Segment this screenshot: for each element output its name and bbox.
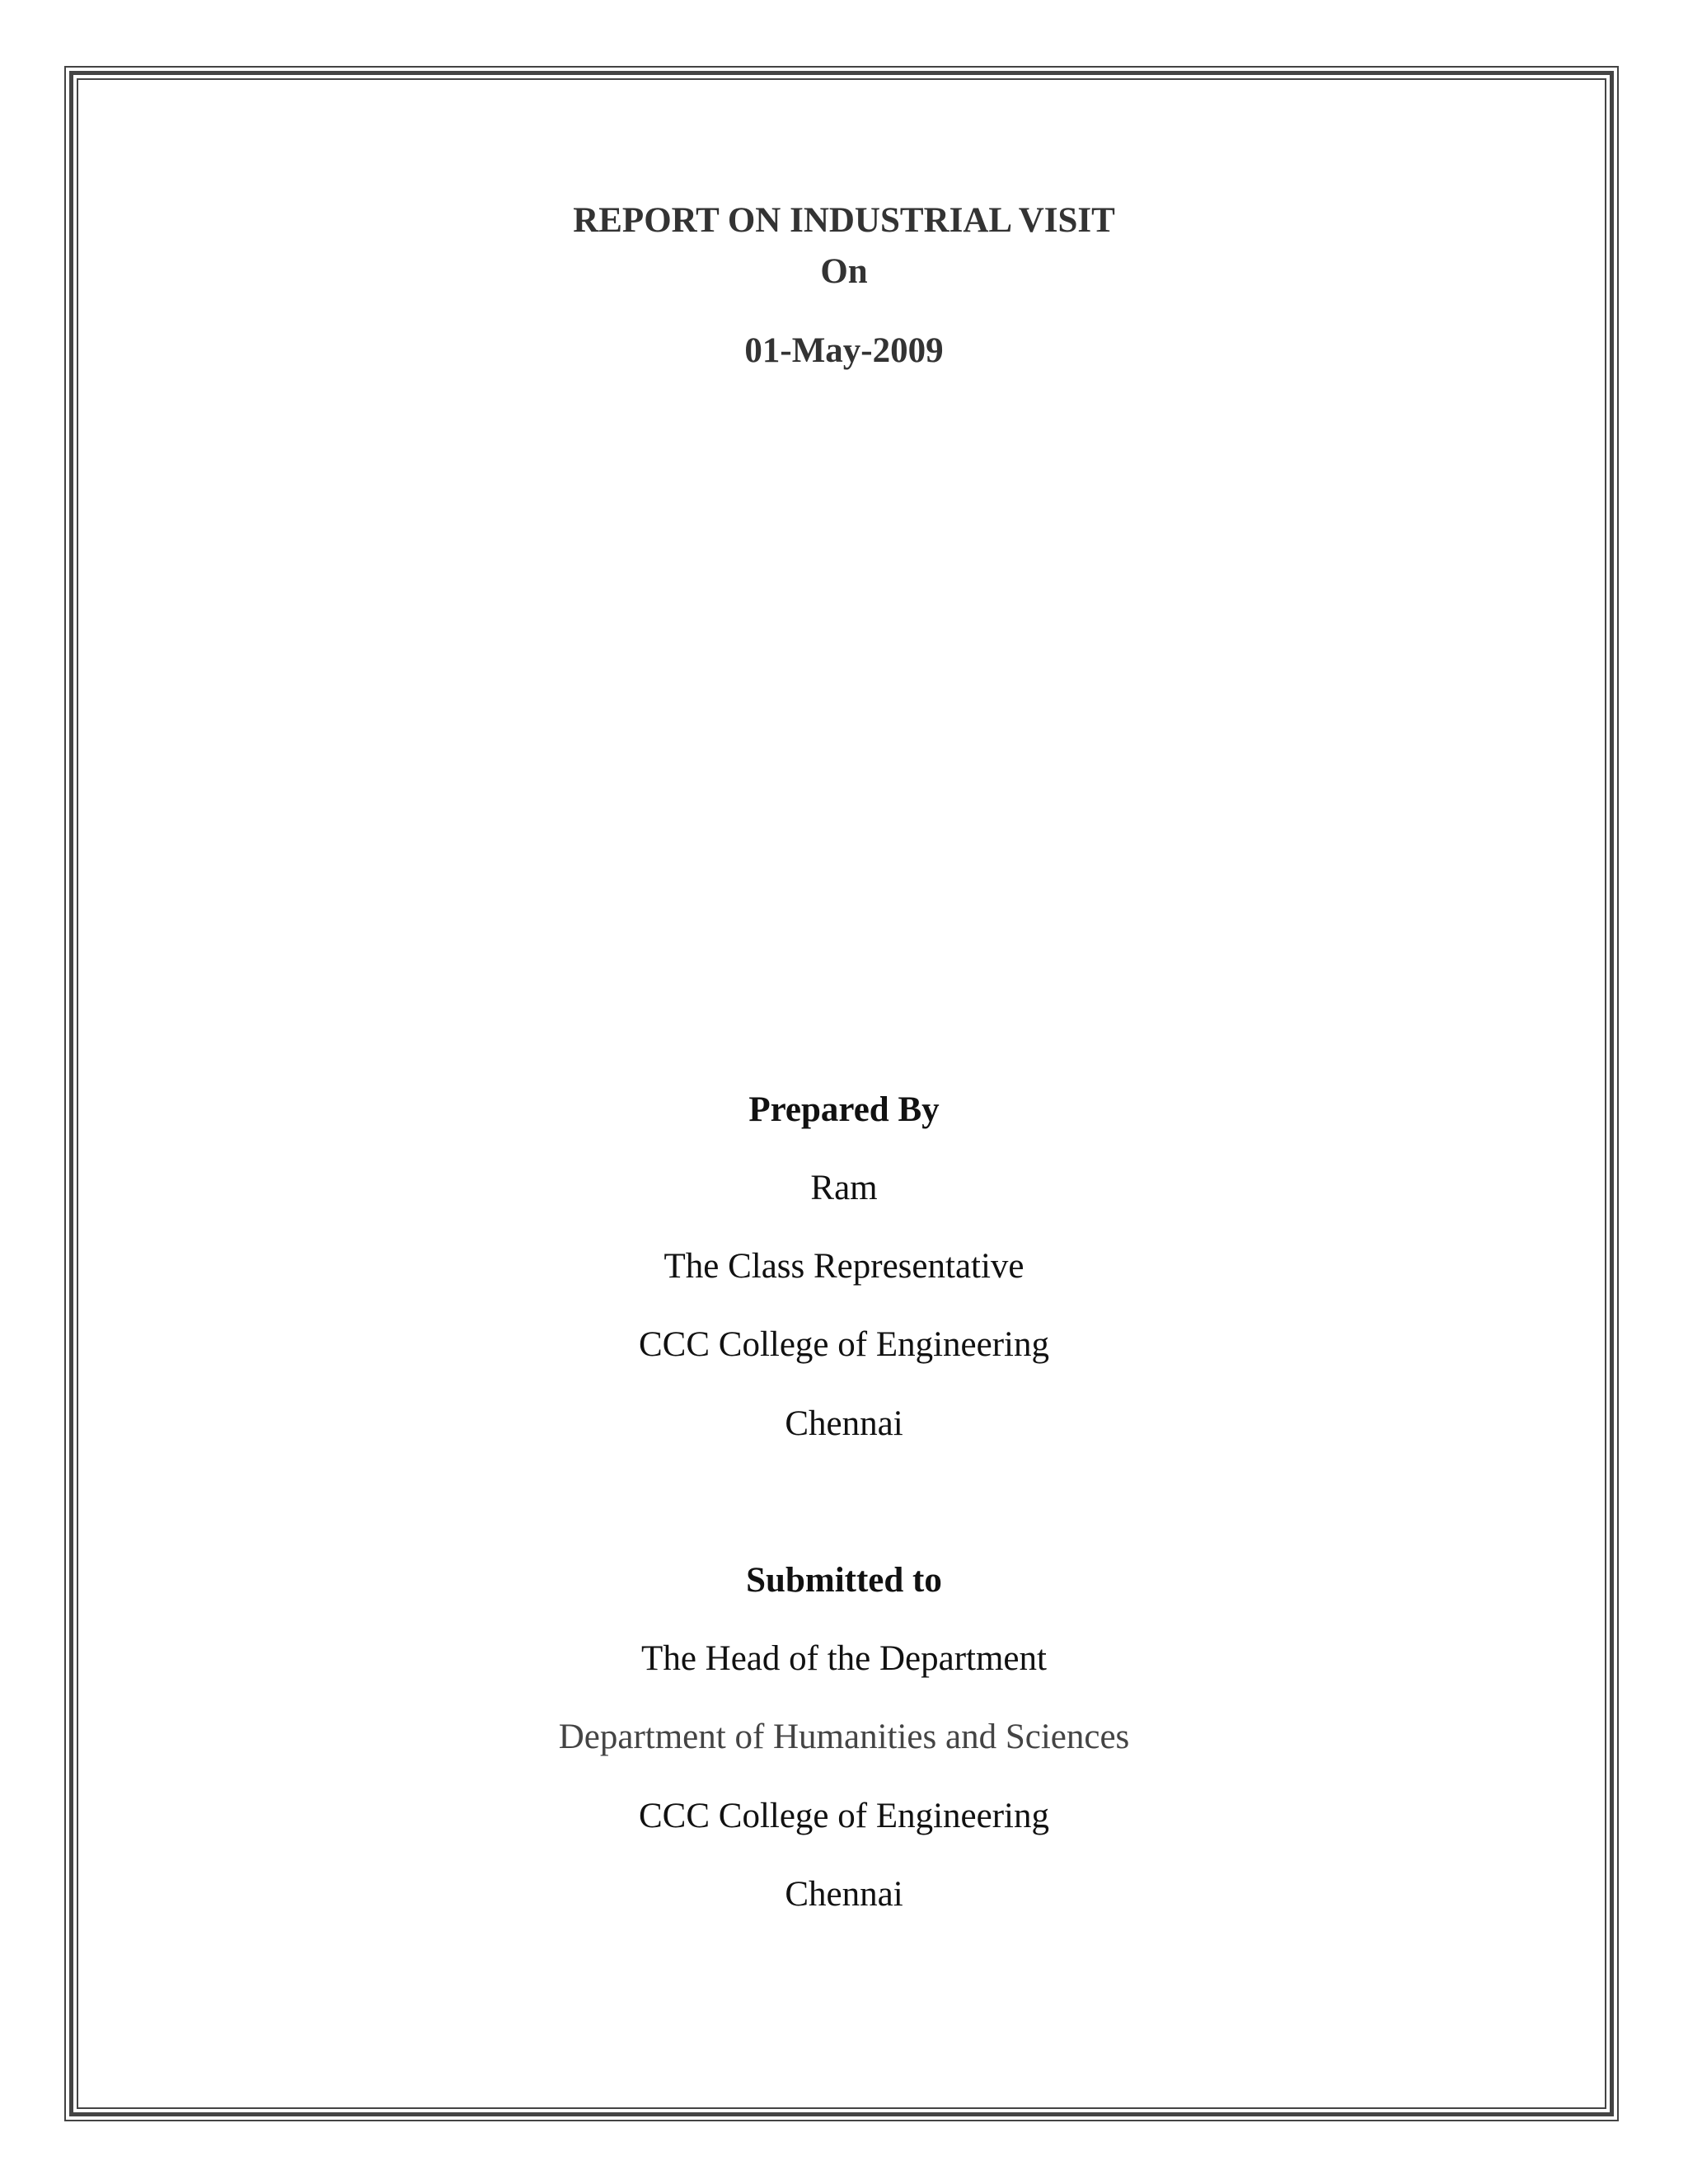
- recipient-title: The Head of the Department: [641, 1639, 1047, 1678]
- report-date: 01-May-2009: [744, 331, 944, 370]
- preparer-role: The Class Representative: [663, 1247, 1025, 1286]
- report-on-label: On: [820, 252, 868, 291]
- preparer-college: CCC College of Engineering: [638, 1325, 1049, 1364]
- submitted-to-heading: Submitted to: [746, 1561, 942, 1600]
- preparer-city: Chennai: [785, 1404, 903, 1443]
- recipient-department: Department of Humanities and Sciences: [558, 1718, 1130, 1756]
- recipient-college: CCC College of Engineering: [638, 1797, 1049, 1835]
- report-title: REPORT ON INDUSTRIAL VISIT: [573, 201, 1115, 240]
- preparer-name: Ram: [810, 1169, 878, 1207]
- prepared-by-heading: Prepared By: [748, 1090, 940, 1129]
- recipient-city: Chennai: [785, 1875, 903, 1914]
